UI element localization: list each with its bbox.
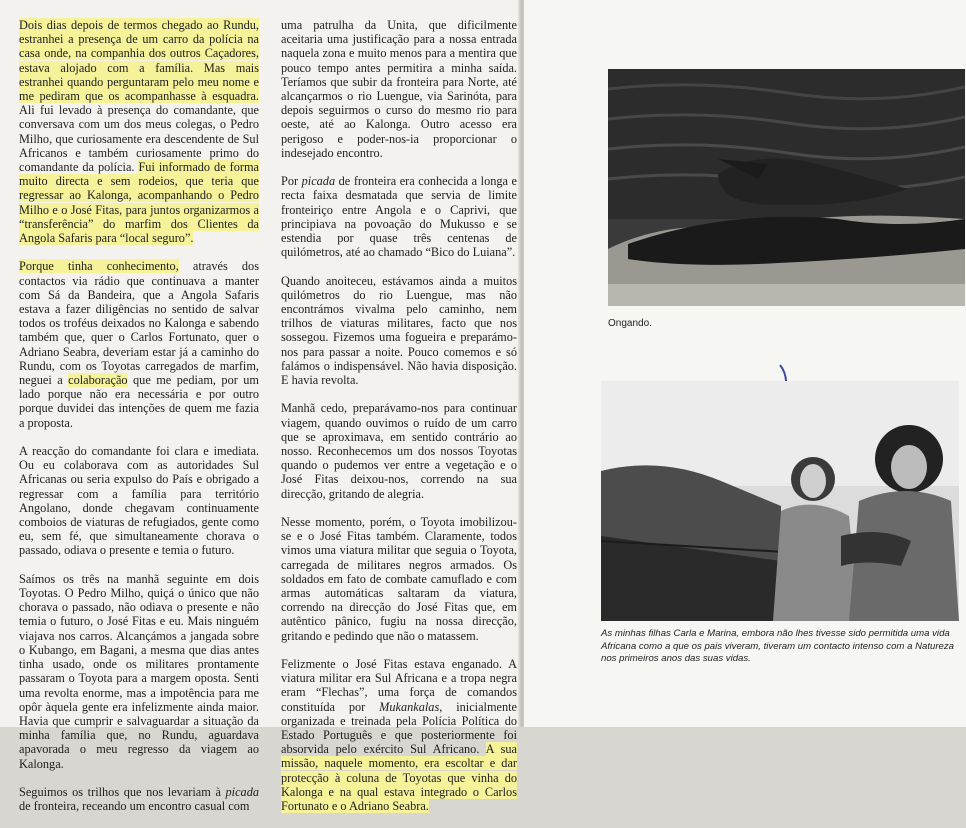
paragraph [19, 18, 259, 245]
text-run: através dos contactos via rádio que continuava a manter com Sá da Bandeira, que a Angola Safaris estava a fazer diligências no sentido de salvar todos os troféus deixados no Kalonga e sabendo também que, quer o Carlos Fortunato, quer o Adriano Seabra, deveriam estar já a caminho do Rundu, com os Toyotas carregados de marfim, neguei a [19, 259, 259, 388]
photo-caption-1: Ongando. [608, 318, 652, 329]
crocodile-photo [608, 69, 965, 306]
text-run: que me pediam, por um lado porque não era necessária e por outro porque duvidei das intenções de quem me fazia a proposta. [19, 373, 259, 430]
text-run: de fronteira era conhecida a longa e recta faixa desmatada que servia de limite fronteiriço entre Angola e o Caprivi, que principiava na povoação do Mukusso e se estendia por quase três centenas de quilómetros, até ao chamado “Bico do Luiana”. [281, 174, 517, 260]
paragraph [281, 401, 517, 500]
paragraph [19, 259, 259, 429]
text-run: Felizmente o José Fitas estava enganado. A viatura militar era Sul Africana e a tropa negra eram “Flechas”, uma força de comandos constituída por [281, 657, 517, 714]
highlighted-text: Mas mais estranhei quando perguntaram pelo meu nome e me pediram que os acompanhasse à esquadra. [19, 60, 259, 104]
paragraph [19, 444, 259, 558]
text-run: Ali fui levado à presença do comandante, que conversava com um dos meus colegas, o Pedro Milho, que curiosamente era descendente de Sul Africanos e também curiosamente primo do comandante da polícia. [19, 103, 259, 175]
paragraph [281, 274, 517, 388]
text-run: Por [281, 174, 302, 189]
text-column-2 [281, 18, 517, 827]
highlighted-text: colaboração [68, 373, 128, 388]
paragraph [281, 515, 517, 643]
text-run: picada [301, 174, 336, 189]
highlighted-text: Dois dias depois de termos chegado ao Rundu, estranhei a presença de um carro da polícia na casa onde, na companhia dos outros Caçadores, estava alojado com a família. [19, 18, 259, 75]
girls-photo [601, 381, 959, 621]
text-run: Saímos os três na manhã seguinte em dois Toyotas. O Pedro Milho, quiçá o único que não chorava o passado, não odiava o presente e não temia o futuro, o José Fitas e eu. Mais ninguém viajava nos carros. Alcançámos a jangada sobre o Kubango, em Bagani, a mesma que dias antes tinha usado, onde os militares prontamente passaram o Toyota para a margem oposta. Senti uma revolta enorme, mas a impotência para me opôr àquela gente era infelizmente ainda maior. Havia que cumprir e salvaguardar a situação da minha família que, no Rundu, aguardava apavorada o meu regresso da viagem ao Kalonga. [19, 571, 259, 771]
text-run: Seguimos os trilhos que nos levariam à [19, 784, 226, 799]
highlighted-text: Porque tinha conhecimento, [19, 259, 179, 274]
text-run: Manhã cedo, preparávamo-nos para continuar viagem, quando ouvimos o ruído de um carro que se aproximava, em sentido contrário ao nosso. Reconhecemos um dos nossos Toyotas quando o pudemos ver entre a vegetação e o José Fitas deixou-nos, correndo na sua direcção, gritando de alegria. [281, 401, 517, 501]
paragraph [19, 785, 259, 813]
highlighted-text: A sua missão, naquele momento, era escoltar e dar protecção à coluna de Toyotas que vinha do Kalonga e na qual estava integrado o Carlos Fortunato e o Adriano Seabra. [281, 742, 517, 814]
text-run: Nesse momento, porém, o Toyota imobilizou-se e o José Fitas também. Claramente, todos vimos uma viatura militar que seguia o Toyota, carregada de militares negros armados. Os soldados em fato de combate camuflado e com armas automáticas saltaram da viatura, correndo na direcção do José Fitas que, em autêntico pânico, fugiu na nossa direcção, gritando e pedindo que não o matassem. [281, 515, 517, 643]
text-run: A reacção do comandante foi clara e imediata. Ou eu colaborava com as autoridades Sul Africanas ou seria expulso do País e obrigado a regressar com a família para território Angolano, donde chegavam continuamente comboios de viaturas de refugiados, gente como eu, sem fé, que simultaneamente chorava o passado, odiava o presente e temia o futuro. [19, 444, 259, 558]
paragraph [281, 174, 517, 259]
photo-caption-2: As minhas filhas Carla e Marina, embora não lhes tivesse sido permitida uma vida Africana como a que os pais viveram, tiveram um contacto intenso com a Natureza nos primeiros anos das suas vidas. [601, 628, 954, 665]
text-run: Mukankalas [379, 699, 440, 714]
text-run: Quando anoiteceu, estávamos ainda a muitos quilómetros do rio Luengue, mas não encontrámos vivalma pelo caminho, nem trilhos de viaturas militares, facto que nos sossegou. Fizemos uma fogueira e preparámo-nos para passar a noite. Pouco comemos e só falámos o indispensável. Não havia disposição. E havia revolta. [281, 273, 517, 388]
text-run: uma patrulha da Unita, que dificilmente aceitaria uma justificação para a nossa entrada naquela zona e muito menos para a mentira que pouco tempo antes permitira a minha saída. Teríamos que subir da fronteira para Norte, até alcançarmos o rio Luengue, via Sarinóta, para depois seguirmos o curso do mesmo rio para oeste, até ao Kalonga. Outro acesso era perigoso e poder-nos-ia proporcionar o indesejado encontro. [281, 18, 517, 160]
text-run: de fronteira, receando um encontro casual com [19, 799, 250, 814]
text-run: , inicialmente organizada e treinada pela Polícia Política do Estado Português e que posteriormente foi absorvida pelo exército Sul Africano. [281, 699, 517, 757]
text-column-1 [19, 18, 259, 828]
paragraph [19, 572, 259, 771]
paragraph [281, 18, 517, 160]
text-run: picada [225, 784, 259, 799]
paragraph [281, 657, 517, 813]
highlighted-text: Fui informado de forma muito directa e sem rodeios, que teria que regressar ao Kalonga, acompanhando o Pedro Milho e o José Fitas, para juntos organizarmos a “transferência” do marfim dos Clientes da Angola Safaris para “local seguro”. [19, 160, 259, 246]
